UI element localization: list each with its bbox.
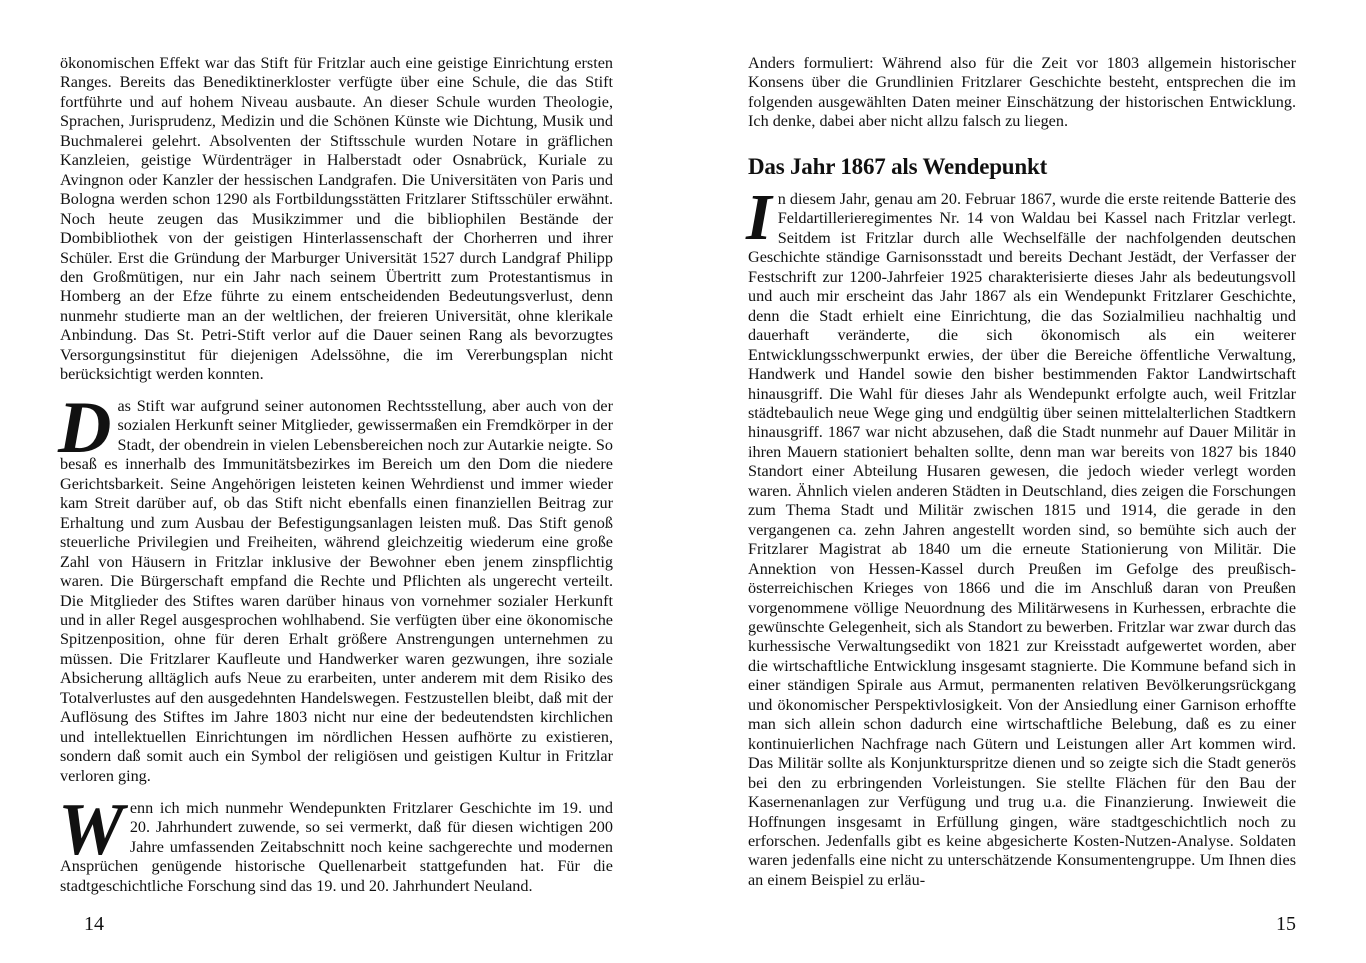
dropcap-d: D — [58, 387, 112, 469]
right-section-text: n diesem Jahr, genau am 20. Februar 1867, wurde die erste reitende Batterie des Feldartillerieregimentes Nr. 14 von Waldau bei Kassel nach Fritzlar verlegt. Seitdem ist Fritzlar durch alle Wechselfälle der nachfolgenden deutschen Geschichte ständige Garnisonsstadt und bereits Dechant Jestädt, der Verfasser der Festschrift zur 1200-Jahrfeier 1925 charakterisierte dieses Jahr als bedeutungsvoll und auch mir erscheint das Jahr 1867 als ein Wendepunkt Fritzlarer Geschichte, denn die Stadt erhielt eine Einrichtung, die das Sozialmilieu nachhaltig und dauerhaft veränderte, die sich ökonomisch als ein weiterer Entwicklungsschwerpunkt erwies, der über die Bereiche öffentliche Verwaltung, Handwerk und Handel sowie den bisher bestimmenden Faktor Landwirtschaft hinausgriff. Die Wahl für dieses Jahr als Wendepunkt erfolgte auch, weil Fritzlar städtebaulich neue Wege ging und endgültig über seinen mittelalterlichen Stadtkern hinausgriff. 1867 war nicht abzusehen, daß die Stadt nunmehr auf Dauer Militär in ihren Mauern stationiert behalten sollte, denn man war bereits von 1827 bis 1840 Standort einer Abteilung Husaren gewesen, die jedoch wieder verlegt worden waren. Ähnlich vielen anderen Städten in Deutschland, dies zeigen die Forschungen zum Thema Stadt und Militär zwischen 1815 und 1914, die gerade in den vergangenen ca. zehn Jahren angestellt worden sind, so bemühte sich auch der Fritzlarer Magistrat ab 1840 um die erneute Stationierung von Militär. Die Annektion von Hessen-Kassel durch Preußen im Gefolge des preußisch-österreichischen Krieges von 1866 und die im Anschluß daran von Preußen vorgenommene völlige Neuordnung des Militärwesens in Kurhessen, erbrachte die gewünschte Gelegenheit, sich als Standort zu bewerben. Fritzlar war zwar durch das kurhessische Verwaltungsedikt von 1821 zur Kreisstadt aufgewertet worden, aber die wirtschaftliche Entwicklung insgesamt stagnierte. Die Kommune befand sich in einer ständigen Spirale aus Armut, permanenten relativen Bevölkerungsrückgang und ökonomischer Perspektivlosigkeit. Von der Ansiedlung einer Garnison erhoffte man sich allein schon dadurch eine wirtschaftliche Belebung, daß es zu einer kontinuierlichen Nachfrage nach Gütern und Leistungen aller Art kommen wird. Das Militär sollte als Konjunkturspritze dienen und so zeigte sich die Stadt generös bei den zu erbringenden Vorleistungen. Sie stellte Flächen für den Bau der Kasernenanlagen zur Verfügung und trug u.a. die Finanzierung. Inwieweit die Hoffnungen insgesamt in Erfüllung gingen, wäre stadtgeschichtlich noch zu erforschen. Jedenfalls gibt es keine abgesicherte Kosten-Nutzen-Analyse. Soldaten waren jedenfalls eine nicht zu unterschätzende Konsumentengruppe. Um Ihnen dies an einem Beispiel zu erläu- — [748, 190, 1296, 889]
left-paragraph-1 — [60, 54, 613, 385]
dropcap-w: W — [58, 789, 124, 871]
left-page — [60, 0, 613, 963]
section-heading: Das Jahr 1867 als Wendepunkt — [748, 154, 1048, 179]
right-page — [748, 0, 1296, 963]
left-page-number: 14 — [84, 913, 104, 935]
left-paragraph-1-text: ökonomischen Effekt war das Stift für Fritzlar auch eine geistige Einrichtung ersten Ranges. Bereits das Benediktinerkloster verfügte über eine Schule, die das Stift fortführte und auf hohem Niveau ausbaute. An dieser Schule wurden Theologie, Sprachen, Jurisprudenz, Medizin und die Schönen Künste wie Dichtung, Musik und Buchmalerei gelehrt. Absolventen der Stiftsschule wurden Notare in gräflichen Kanzleien, geistige Würdenträger in Halberstadt oder Osnabrück, Kuriale zu Avingnon oder Kanzler der hessischen Landgrafen. Die Universitäten von Paris und Bologna werden schon 1290 als Fortbildungsstätten Fritzlarer Stiftsschüler erwähnt. Noch heute zeugen das Musikzimmer und die bibliophilen Bestände der Dombibliothek von der geistigen Hinterlassenschaft der Chorherren und ihrer Schüler. Erst die Gründung der Marburger Universität 1527 durch Landgraf Philipp den Großmütigen, nur ein Jahr nach seinem Übertritt zum Protestantismus in Homberg an der Efze führte zu einem entscheidenden Bedeutungsverlust, denn nunmehr studierte man an der weltlichen, der freieren Universität, ohne klerikale Anbindung. Das St. Petri-Stift verlor auf die Dauer seinen Rang als bevorzugtes Versorgungsinstitut für diejenigen Adelssöhne, die im Vererbungsplan nicht berücksichtigt werden konnten. — [60, 54, 613, 384]
left-paragraph-3-text: enn ich mich nunmehr Wendepunkten Fritzlarer Geschichte im 19. und 20. Jahrhundert zuwende, so sei vermerkt, daß für diesen wichtigen 200 Jahre umfassenden Zeitabschnitt noch keine sachgerechte und modernen Ansprüchen genügende historische Quellenarbeit stattgefunden hat. Für die stadtgeschichtliche Forschung sind das 19. und 20. Jahrhundert Neuland. — [60, 799, 613, 895]
right-page-number: 15 — [1276, 913, 1296, 935]
right-intro-paragraph — [748, 54, 1296, 132]
right-section-paragraph — [746, 181, 1296, 890]
dropcap-i: I — [746, 181, 772, 254]
right-intro-text: Anders formuliert: Während also für die Zeit vor 1803 allgemein historischer Konsens über die Grundlinien Fritzlarer Geschichte besteht, entsprechen die im folgenden ausgewählten Daten meiner Einschätzung der historischen Entwicklung. Ich denke, dabei aber nicht allzu falsch zu liegen. — [748, 54, 1296, 131]
left-paragraph-2-text: as Stift war aufgrund seiner autonomen Rechtsstellung, aber auch von der sozialen Herkunft seiner Mitglieder, gewissermaßen ein Fremdkörper in der Stadt, der obendrein in vielen Lebensbereichen noch zur Autarkie neigte. So besaß es innerhalb des Immunitätsbezirkes im Bereich um den Dom die niedere Gerichtsbarkeit. Seine Angehörigen leisteten keinen Wehrdienst und immer wieder kam Streit darüber auf, ob das Stift nicht ebenfalls einen finanziellen Beitrag zur Erhaltung und zum Ausbau der Befestigungsanlagen leisten muß. Das Stift genoß steuerliche Privilegien und Freiheiten, während gleichzeitig wiederum eine große Zahl von Häusern in Fritzlar inklusive der Bewohner eben jenem zinspflichtig waren. Die Bürgerschaft empfand die Rechte und Pflichten als ungerecht verteilt. Die Mitglieder des Stiftes waren darüber hinaus von vornehmer sozialer Herkunft und in aller Regel ausgesprochen wohlhabend. Sie verfügten über eine ökonomische Spitzenposition, ohne für deren Erhalt größere Anstrengungen unternehmen zu müssen. Die Fritzlarer Kaufleute und Handwerker waren gezwungen, ihre soziale Absicherung alltäglich aufs Neue zu erarbeiten, unter anderem mit dem Risiko des Totalverlustes auf den ausgedehnten Handelswegen. Festzustellen bleibt, daß mit der Auflösung des Stiftes im Jahre 1803 nicht nur eine der bedeutendsten kirchlichen und intellektuellen Einrichtungen im nördlichen Hessen aufhörte zu existieren, sondern daß somit auch ein Symbol der religiösen und geistigen Kultur in Fritzlar verloren ging. — [60, 397, 613, 785]
left-paragraph-2 — [58, 387, 613, 786]
left-paragraph-3 — [58, 789, 613, 896]
